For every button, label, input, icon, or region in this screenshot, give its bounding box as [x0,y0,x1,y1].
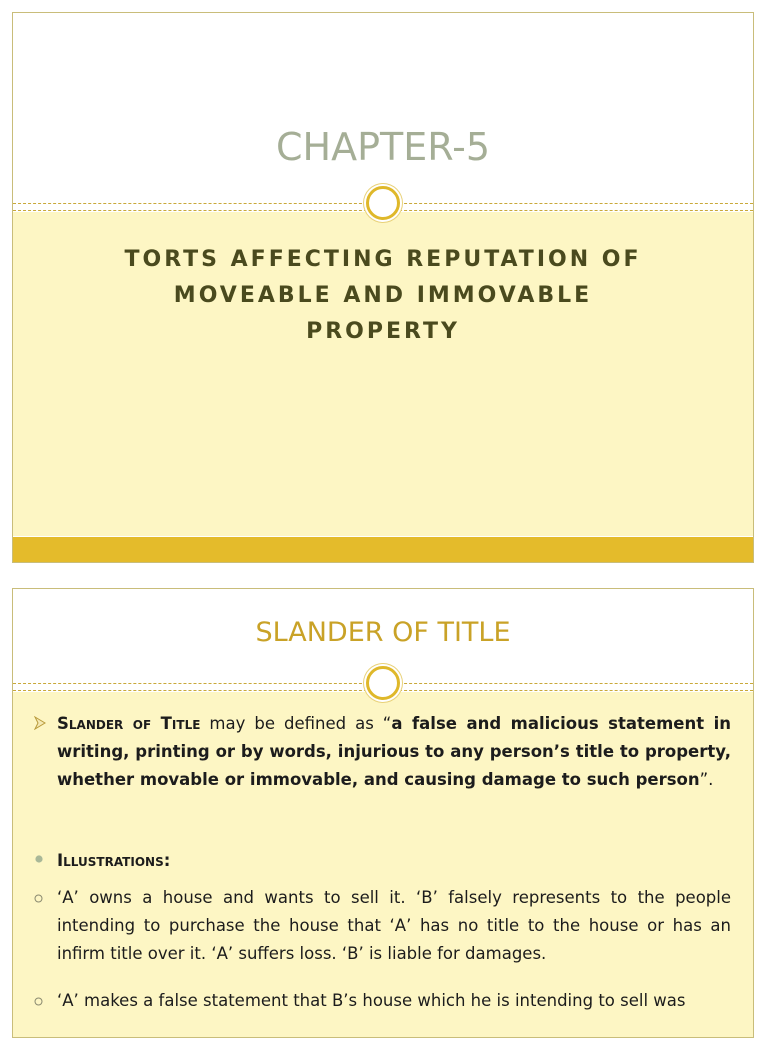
defined-term: Slander of Title [57,714,201,733]
ring-ornament-icon [366,666,400,700]
chapter-subtitle: TORTS AFFECTING REPUTATION OF MOVEABLE AND IMMOVABLE PROPERTY [124,247,642,344]
footer-bar [13,537,753,563]
content-slide [12,588,754,1038]
illustration-item: ‘A’ owns a house and wants to sell it. ‘B’ falsely represents to the people intending to purchase the house that ‘A’ has no title to the house or has an infirm title over it. ‘A’ suffers loss. ‘B’ is liable for damages. [57,888,731,963]
ring-ornament-icon [366,186,400,220]
illustration-item: ‘A’ makes a false statement that B’s house which he is intending to sell was [57,991,686,1010]
title-slide [12,12,754,563]
circle-bullet-icon [34,997,43,1006]
slide-header-area [13,13,753,204]
circle-bullet-icon [34,894,43,903]
illustrations-heading [57,847,731,875]
definition-quote: a false and malicious statement in writing, printing or by words, injurious to any person’s title to property, whether movable or immovable, and causing damage to such person [57,714,731,789]
definition-lead: may be defined as “ [200,714,392,733]
chapter-title: CHAPTER-5 [276,125,490,169]
definition-paragraph [57,710,731,794]
slide-heading: SLANDER OF TITLE [255,617,511,648]
dot-bullet-icon [35,855,43,863]
arrow-bullet-icon [33,716,47,730]
illustrations-label: Illustrations: [57,851,171,870]
definition-tail: ”. [699,770,714,789]
